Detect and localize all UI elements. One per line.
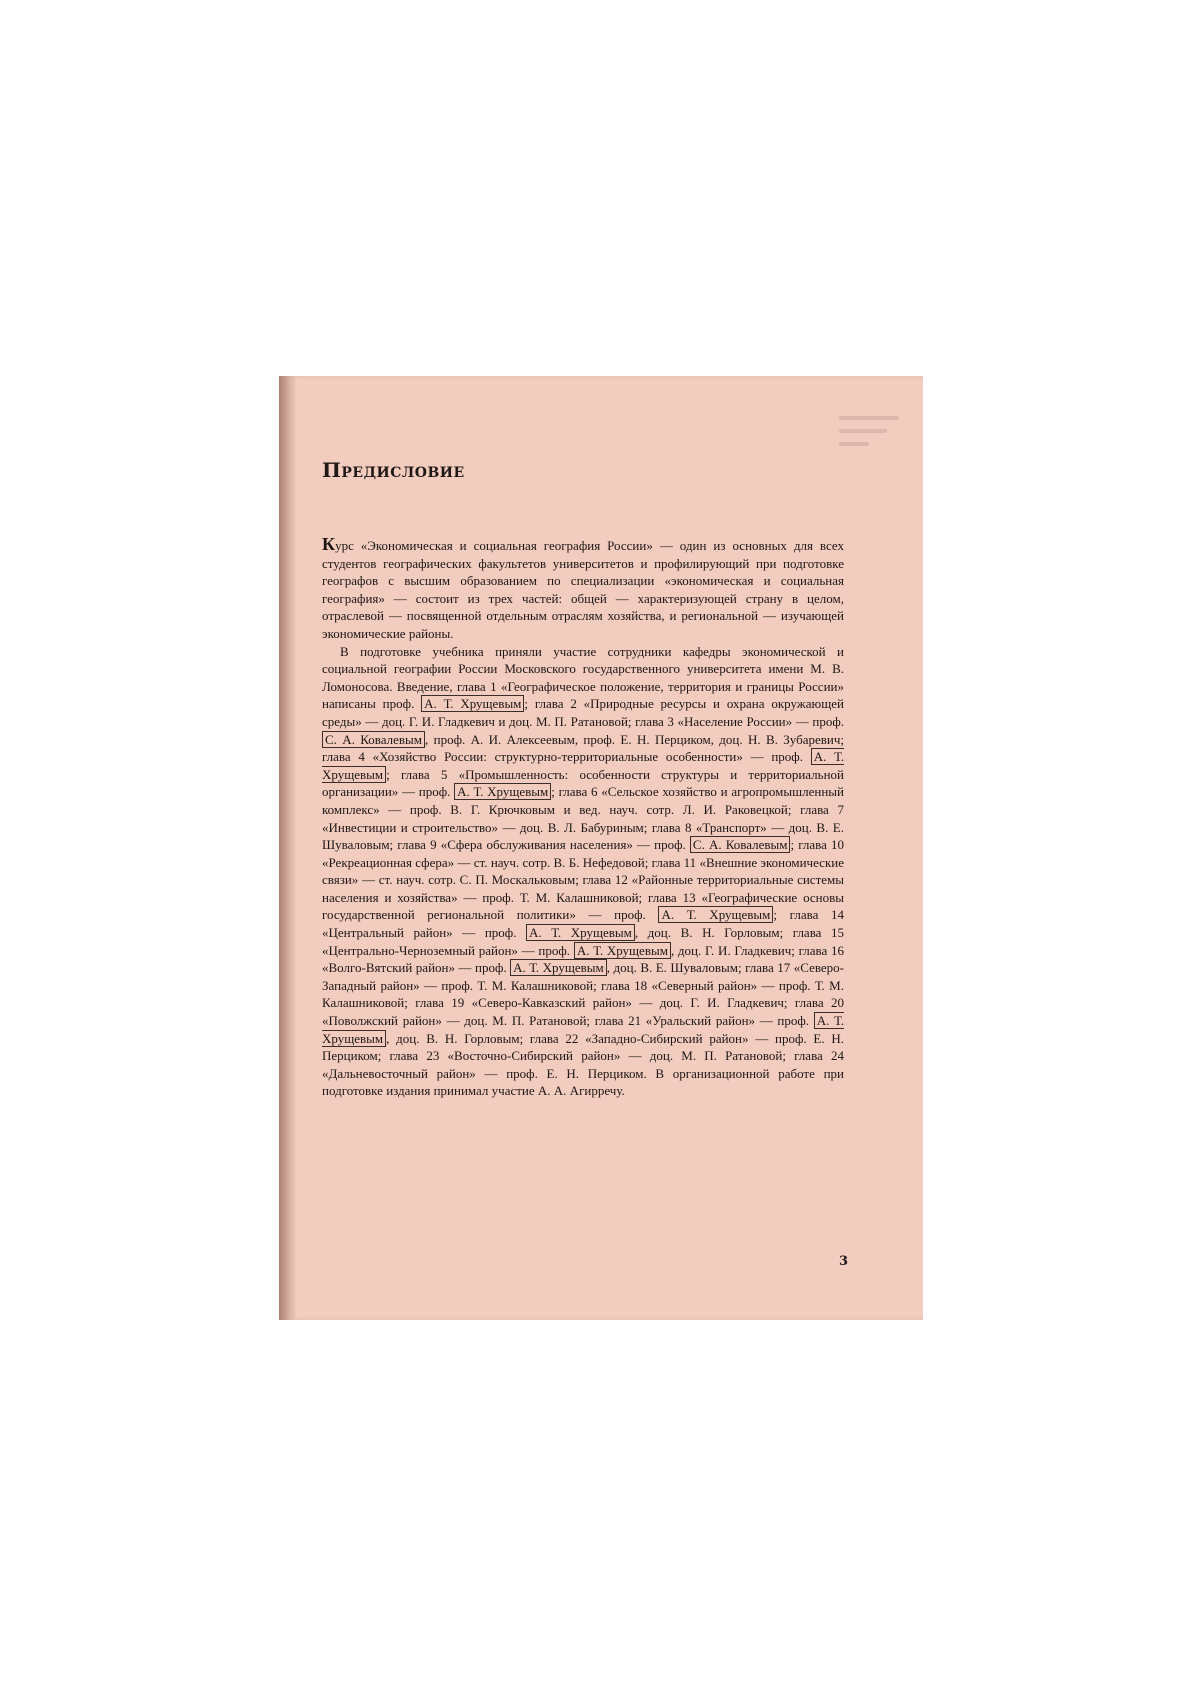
- text-segment: ; глава 14 «Центральный район» — проф.: [322, 907, 845, 941]
- text-segment: , доц. В. Е. Шуваловым; глава 17 «Северо-Западный район» — проф. Т. М. Калашниковой; глава 18 «Северный район» — проф. Т. М. Калашниковой; глава 19 «Северо-Кавказский район» — доц. Г. И. Гладкевич; глава 20 «Поволжский район» — доц. М. П. Ратановой; глава 21 «Уральский район» — проф.: [322, 960, 844, 1029]
- bleed-through-text: [839, 416, 909, 466]
- text-segment: , доц. Г. И. Гладкевич; глава 16 «Волго-Вятский район» — проф.: [322, 942, 845, 976]
- text-segment: , доц. В. Н. Горловым; глава 15 «Центрально-Черноземный район» — проф.: [322, 925, 845, 958]
- boxed-name: А. Т. Хрущевым: [574, 942, 671, 959]
- boxed-name: С. А. Ковалевым: [690, 836, 791, 853]
- text-segment: ; глава 10 «Рекреационная сфера» — ст. науч. сотр. В. Б. Нефедовой; глава 11 «Внешние экономические связи» — ст. науч. сотр. С. П. Москальковым; глава 12 «Районные территориальные системы населения и хозяйства» — проф. Т. М. Калашниковой; глава 13 «Географические основы государственной региональной политики» — проф.: [322, 837, 844, 923]
- boxed-name: А. Т. Хрущевым: [658, 906, 773, 923]
- boxed-name: А. Т. Хрущевым: [510, 959, 607, 976]
- body-text: [322, 536, 844, 1100]
- paragraph-intro: [322, 536, 844, 643]
- text-segment: , проф. А. И. Алексеевым, проф. Е. Н. Перциком, доц. Н. В. Зубаревич; глава 4 «Хозяйство России: структурно-территориальные особенности» — проф.: [322, 731, 844, 765]
- text-segment: В подготовке учебника приняли участие сотрудники кафедры экономической и социальной географии России Московского государственного университета имени М. В. Ломоносова. Введение, глава 1 «Географическое положение, территория и границы России» написаны проф.: [322, 643, 844, 712]
- paragraph-intro-text: урс «Экономическая и социальная география России» — один из основных для всех студентов географических факультетов университетов и профилирующий при подготовке географов с высшим образованием по специализации «экономическая и социальная география» — состоит из трех частей: общей — характеризующей страну в целом, отраслевой — посвященной отдельным отраслям хозяйства, и региональной — изучающей экономические районы.: [322, 538, 844, 641]
- boxed-name: С. А. Ковалевым: [322, 731, 425, 748]
- text-segment: , доц. В. Н. Горловым; глава 22 «Западно-Сибирский район» — проф. Е. Н. Перциком; глава 23 «Восточно-Сибирский район» — доц. М. П. Ратановой; глава 24 «Дальневосточный район» — проф. Е. Н. Перциком. В организационной работе при подготовке издания принимал участие А. А. Агирречу.: [322, 1030, 844, 1099]
- page-title: Предисловие: [322, 458, 465, 482]
- boxed-name: А. Т. Хрущевым: [322, 749, 844, 782]
- boxed-name: А. Т. Хрущевым: [421, 695, 524, 712]
- page-number: 3: [839, 1254, 849, 1269]
- drop-cap: К: [322, 534, 336, 554]
- text-segment: ; глава 6 «Сельское хозяйство и агропромышленный комплекс» — проф. В. Г. Крючковым и вед. науч. сотр. Л. И. Раковецкой; глава 7 «Инвестиции и строительство» — доц. В. Л. Бабуриным; глава 8 «Транспорт» — доц. В. Е. Шуваловым; глава 9 «Сфера обслуживания населения» — проф.: [322, 784, 845, 853]
- boxed-name: А. Т. Хрущевым: [322, 1013, 844, 1046]
- text-segment: ; глава 2 «Природные ресурсы и охрана окружающей среды» — доц. Г. И. Гладкевич и доц. М. П. Ратановой; глава 3 «Население России» — проф.: [322, 696, 845, 729]
- paragraph-authors: [322, 643, 844, 1100]
- book-page: [279, 376, 923, 1320]
- spine-shadow: [279, 376, 297, 1320]
- boxed-name: А. Т. Хрущевым: [526, 924, 635, 941]
- text-segment: ; глава 5 «Промышленность: особенности структуры и территориальной организации» — проф.: [322, 766, 844, 800]
- boxed-name: А. Т. Хрущевым: [454, 783, 551, 800]
